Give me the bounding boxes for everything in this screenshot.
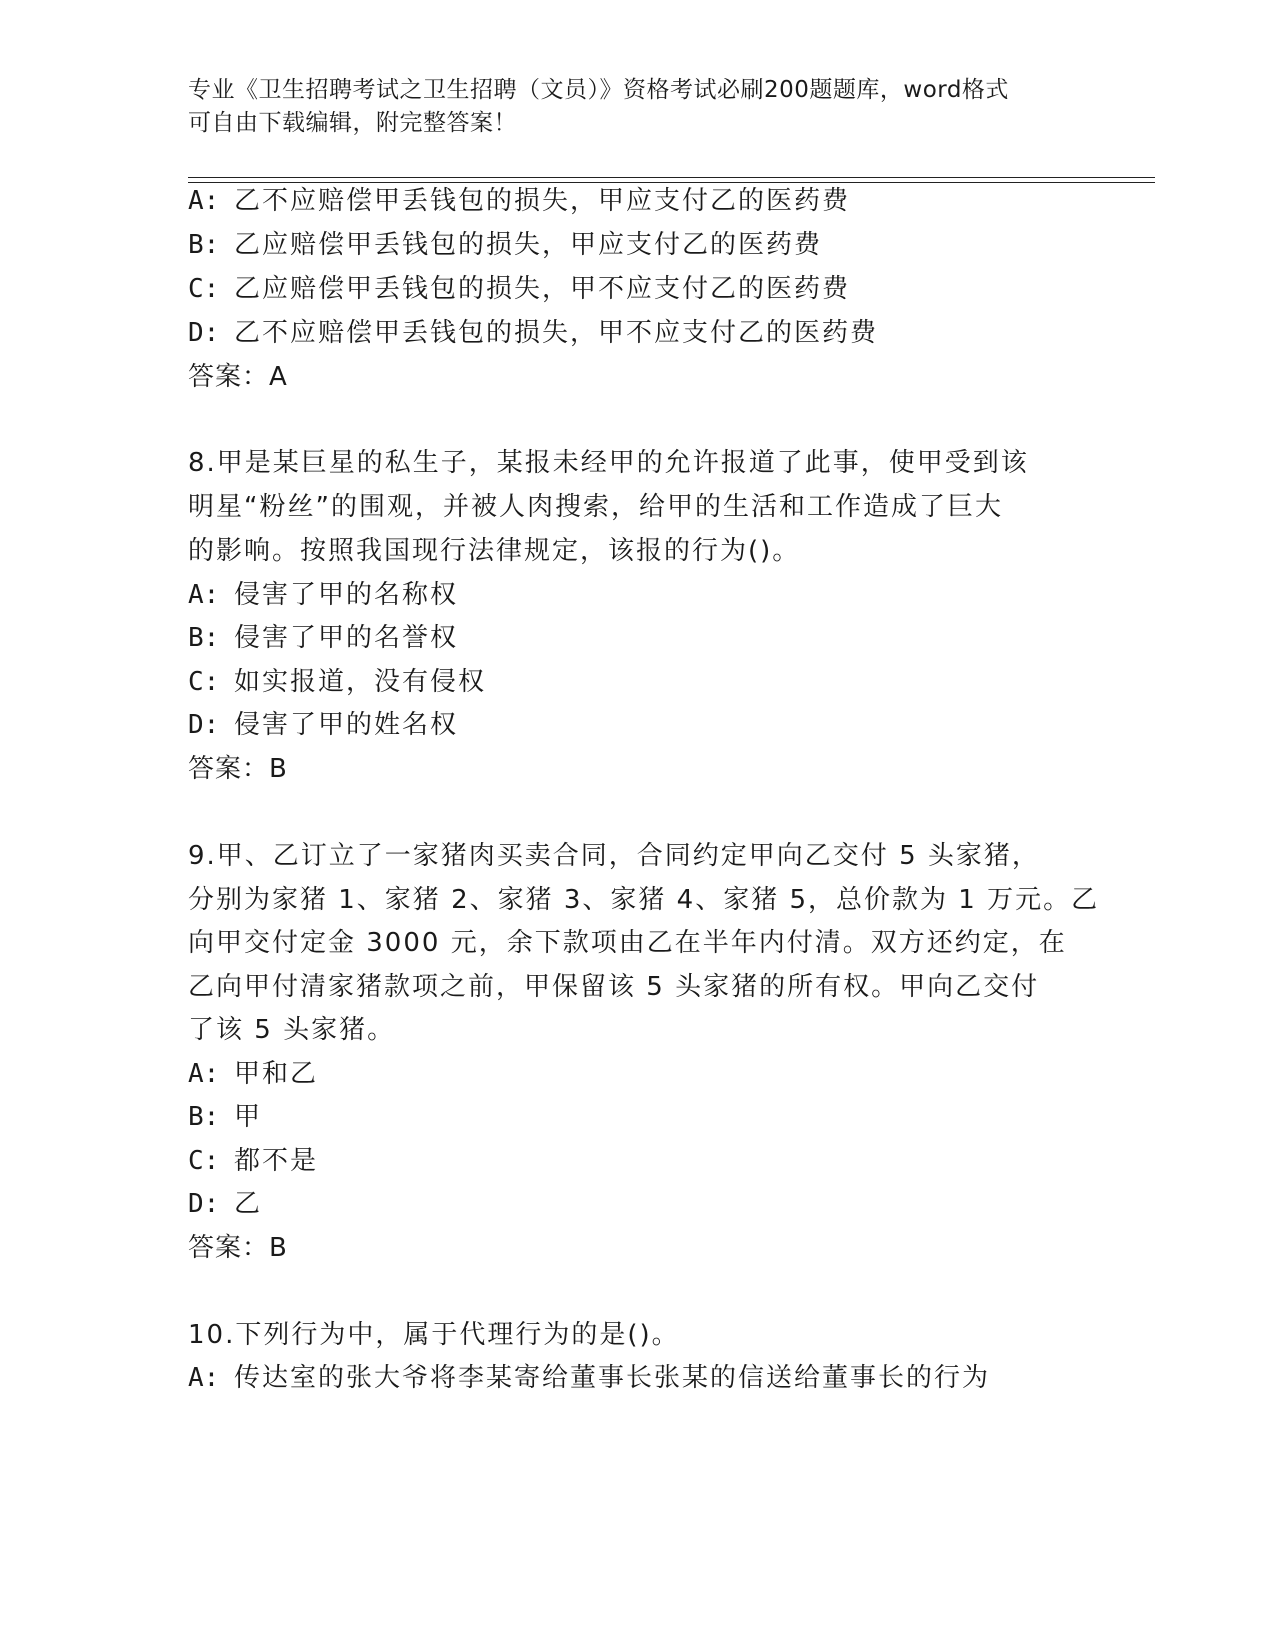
option-key: C:: [188, 1146, 220, 1176]
q8-option-d: [188, 708, 458, 742]
option-key: A:: [188, 580, 220, 610]
header-divider-top: [188, 177, 1155, 178]
option-key: B:: [188, 230, 220, 260]
q9-stem-line-2: 分别为家猪 1、家猪 2、家猪 3、家猪 4、家猪 5，总价款为 1 万元。乙: [188, 885, 1100, 915]
q9-answer: 答案：B: [188, 1233, 288, 1263]
option-key: C:: [188, 274, 220, 304]
q10-option-a: [188, 1361, 990, 1395]
q9-option-d: [188, 1187, 262, 1221]
q8-option-a: [188, 578, 458, 612]
option-text: 侵害了甲的姓名权: [234, 710, 459, 740]
option-text: 甲: [234, 1102, 263, 1132]
header-divider-bottom: [188, 182, 1155, 183]
q8-stem-line-2: 明星“粉丝”的围观，并被人肉搜索，给甲的生活和工作造成了巨大: [188, 492, 1003, 522]
header-line-1: 专业《卫生招聘考试之卫生招聘（文员）》资格考试必刷200题题库，word格式: [188, 77, 1009, 103]
option-key: B:: [188, 623, 220, 653]
option-text: 如实报道，没有侵权: [234, 667, 487, 697]
option-text: 乙: [234, 1189, 263, 1219]
option-text: 传达室的张大爷将李某寄给董事长张某的信送给董事长的行为: [234, 1363, 991, 1393]
q8-stem-line-1: 8.甲是某巨星的私生子，某报未经甲的允许报道了此事，使甲受到该: [188, 448, 1029, 478]
q7-option-b: [188, 228, 822, 262]
option-text: 乙不应赔偿甲丢钱包的损失，甲应支付乙的医药费: [234, 186, 851, 216]
q9-stem-line-5: 了该 5 头家猪。: [188, 1015, 396, 1045]
option-key: C:: [188, 667, 220, 697]
option-text: 甲和乙: [234, 1059, 319, 1089]
q7-option-c: [188, 272, 850, 306]
option-key: A:: [188, 186, 220, 216]
q7-option-a: [188, 184, 850, 218]
option-text: 乙应赔偿甲丢钱包的损失，甲应支付乙的医药费: [234, 230, 823, 260]
option-key: B:: [188, 1102, 220, 1132]
q8-answer: 答案：B: [188, 754, 288, 784]
q9-option-b: [188, 1100, 262, 1134]
option-text: 乙不应赔偿甲丢钱包的损失，甲不应支付乙的医药费: [234, 318, 879, 348]
option-key: A:: [188, 1363, 220, 1393]
q9-stem-line-3: 向甲交付定金 3000 元，余下款项由乙在半年内付清。双方还约定，在: [188, 928, 1067, 958]
option-text: 侵害了甲的名誉权: [234, 623, 459, 653]
q9-stem-line-1: 9.甲、乙订立了一家猪肉买卖合同，合同约定甲向乙交付 5 头家猪，: [188, 841, 1040, 871]
option-key: D:: [188, 318, 220, 348]
q9-option-a: [188, 1057, 318, 1091]
q8-option-b: [188, 621, 458, 655]
q8-stem-line-3: 的影响。按照我国现行法律规定，该报的行为()。: [188, 536, 801, 566]
q7-answer: 答案：A: [188, 362, 288, 392]
q7-option-d: [188, 316, 878, 350]
q9-stem-line-4: 乙向甲付清家猪款项之前，甲保留该 5 头家猪的所有权。甲向乙交付: [188, 972, 1040, 1002]
header-line-2: 可自由下载编辑，附完整答案！: [188, 110, 517, 136]
option-key: D:: [188, 710, 220, 740]
option-text: 侵害了甲的名称权: [234, 580, 459, 610]
option-text: 都不是: [234, 1146, 319, 1176]
q8-option-c: [188, 665, 486, 699]
option-key: D:: [188, 1189, 220, 1219]
q9-option-c: [188, 1144, 318, 1178]
option-key: A:: [188, 1059, 220, 1089]
option-text: 乙应赔偿甲丢钱包的损失，甲不应支付乙的医药费: [234, 274, 851, 304]
document-header: [188, 74, 1088, 140]
q10-stem-line-1: 10.下列行为中，属于代理行为的是()。: [188, 1320, 680, 1350]
